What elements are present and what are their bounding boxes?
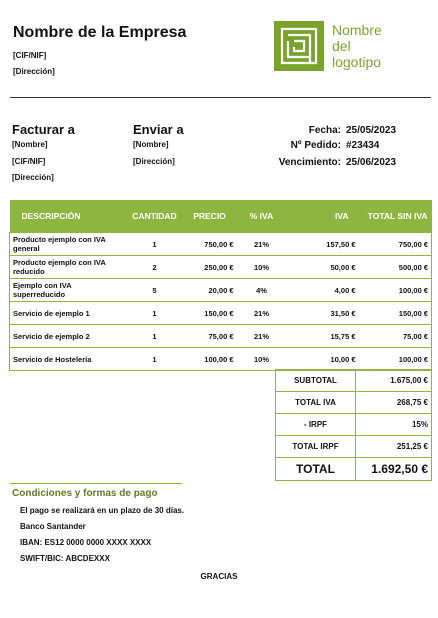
cell-total: 150,00 € xyxy=(359,302,432,325)
logo-line: del xyxy=(332,38,351,54)
due-label: Vencimiento: xyxy=(278,157,341,168)
col-header: DESCRIPCIÓN xyxy=(10,200,127,233)
cell-total: 750,00 € xyxy=(359,233,432,256)
cell-iva-rate: 4% xyxy=(237,279,287,302)
logo-line: logotipo xyxy=(332,54,382,70)
cell-total: 75,00 € xyxy=(359,325,432,348)
col-header: TOTAL SIN IVA xyxy=(359,200,432,233)
ship-to-address: [Dirección] xyxy=(133,157,175,166)
cell-iva: 15,75 € xyxy=(287,325,359,348)
table-row xyxy=(10,256,432,279)
cell-iva-rate: 21% xyxy=(237,302,287,325)
date-value: 25/05/2023 xyxy=(346,125,397,136)
cell-price: 750,00 € xyxy=(183,233,237,256)
cell-iva-rate: 10% xyxy=(237,348,287,371)
conditions-line: Banco Santander xyxy=(20,522,86,531)
logo-line: Nombre xyxy=(332,22,382,38)
cell-description: Servicio de ejemplo 1 xyxy=(10,302,127,325)
cell-iva-rate: 21% xyxy=(237,325,287,348)
cell-iva: 157,50 € xyxy=(287,233,359,256)
conditions-divider xyxy=(10,483,182,484)
col-header: CANTIDAD xyxy=(127,200,183,233)
conditions-line: IBAN: ES12 0000 0000 XXXX XXXX xyxy=(20,538,152,547)
header-divider xyxy=(10,97,431,98)
totals-row xyxy=(276,392,432,414)
logo xyxy=(274,21,429,71)
cell-description: Producto ejemplo con IVA reducido xyxy=(10,256,127,279)
cell-price: 20,00 € xyxy=(183,279,237,302)
conditions-line: El pago se realizará en un plazo de 30 días. xyxy=(20,506,185,515)
table-header-row xyxy=(10,200,432,233)
bill-to-name: [Nombre] xyxy=(12,140,48,149)
grand-total-label: TOTAL xyxy=(276,458,356,481)
table-row xyxy=(10,233,432,256)
bill-to-title: Facturar a xyxy=(12,122,75,137)
cell-price: 100,00 € xyxy=(183,348,237,371)
thanks-text: GRACIAS xyxy=(200,572,238,581)
irpf-label: - IRPF xyxy=(276,414,356,436)
table-row xyxy=(10,302,432,325)
cell-total: 100,00 € xyxy=(359,279,432,302)
col-header: IVA xyxy=(287,200,359,233)
cell-quantity: 1 xyxy=(127,302,183,325)
cell-quantity: 1 xyxy=(127,233,183,256)
cell-quantity: 5 xyxy=(127,279,183,302)
cell-price: 75,00 € xyxy=(183,325,237,348)
due-value: 25/06/2023 xyxy=(346,157,397,168)
irpf-total-value: 251,25 € xyxy=(356,436,432,458)
cell-price: 250,00 € xyxy=(183,256,237,279)
cell-quantity: 2 xyxy=(127,256,183,279)
ship-to-name: [Nombre] xyxy=(133,140,169,149)
cell-iva-rate: 21% xyxy=(237,233,287,256)
cell-price: 150,00 € xyxy=(183,302,237,325)
bill-to-cif: [CIF/NIF] xyxy=(12,157,46,166)
totals-row xyxy=(276,436,432,458)
order-label: Nº Pedido: xyxy=(290,140,341,151)
cell-quantity: 1 xyxy=(127,348,183,371)
logo-text xyxy=(332,22,382,70)
cell-iva: 4,00 € xyxy=(287,279,359,302)
ship-to-title: Enviar a xyxy=(133,122,184,137)
table-row xyxy=(10,279,432,302)
col-header: % IVA xyxy=(237,200,287,233)
cell-description: Producto ejemplo con IVA general xyxy=(10,233,127,256)
cell-description: Ejemplo con IVA superreducido xyxy=(10,279,127,302)
table-row xyxy=(10,348,432,371)
grand-total-row xyxy=(276,458,432,481)
order-value: #23434 xyxy=(346,140,380,151)
totals-row xyxy=(276,370,432,392)
subtotal-value: 1.675,00 € xyxy=(356,370,432,392)
conditions-line: SWIFT/BIC: ABCDEXXX xyxy=(20,554,110,563)
cell-iva-rate: 10% xyxy=(237,256,287,279)
company-address: [Dirección] xyxy=(13,67,55,76)
cell-iva: 10,00 € xyxy=(287,348,359,371)
totals-row xyxy=(276,414,432,436)
cell-quantity: 1 xyxy=(127,325,183,348)
col-header: PRECIO xyxy=(183,200,237,233)
totals-table xyxy=(275,369,432,481)
logo-icon xyxy=(274,21,324,71)
grand-total-value: 1.692,50 € xyxy=(356,458,432,481)
cell-description: Servicio de ejemplo 2 xyxy=(10,325,127,348)
table-row xyxy=(10,325,432,348)
conditions-title: Condiciones y formas de pago xyxy=(12,488,158,499)
subtotal-label: SUBTOTAL xyxy=(276,370,356,392)
irpf-total-label: TOTAL IRPF xyxy=(276,436,356,458)
bill-to-address: [Dirección] xyxy=(12,173,54,182)
company-cif: [CIF/NIF] xyxy=(13,51,47,60)
cell-total: 500,00 € xyxy=(359,256,432,279)
company-name: Nombre de la Empresa xyxy=(13,24,187,41)
cell-iva: 50,00 € xyxy=(287,256,359,279)
date-label: Fecha: xyxy=(308,125,341,136)
irpf-value: 15% xyxy=(356,414,432,436)
iva-total-value: 268,75 € xyxy=(356,392,432,414)
cell-description: Servicio de Hostelería xyxy=(10,348,127,371)
cell-iva: 31,50 € xyxy=(287,302,359,325)
iva-total-label: TOTAL IVA xyxy=(276,392,356,414)
items-table xyxy=(9,200,432,371)
cell-total: 100,00 € xyxy=(359,348,432,371)
